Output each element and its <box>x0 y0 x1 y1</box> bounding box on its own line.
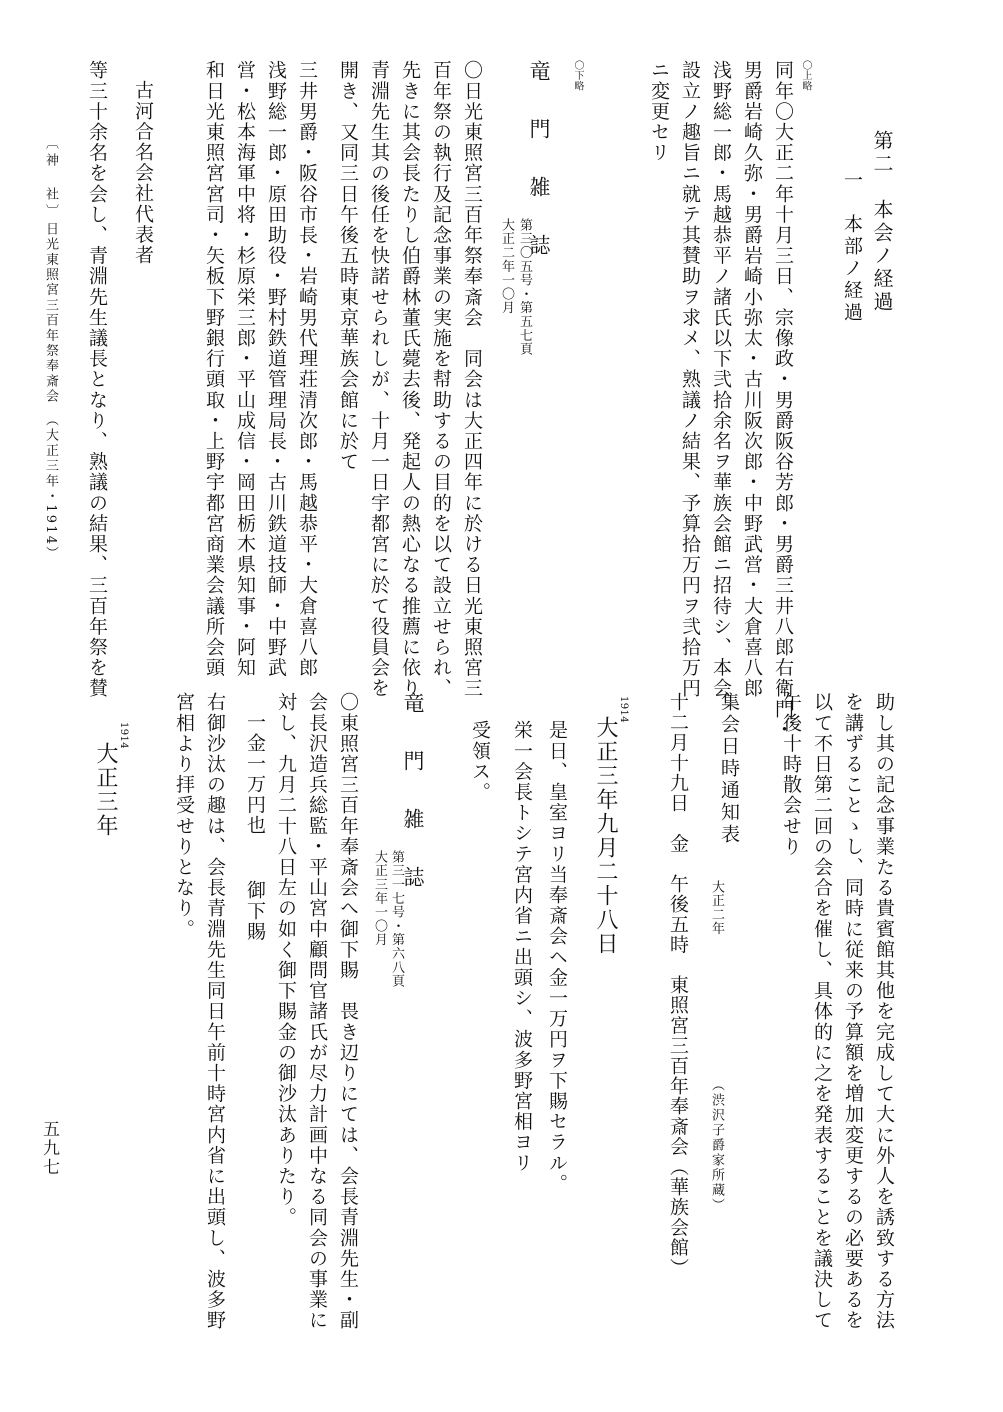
date-heading: 大正三年九月二十八日 <box>593 716 618 956</box>
section-label: 〔神 社〕 <box>43 136 58 221</box>
article-line-6: 等三十余名を会し、青淵先生議長となり、熟議の結果、三百年祭を賛 <box>86 60 108 699</box>
year-number-2: 1914 <box>118 722 129 750</box>
magazine-issue-1: 第三〇五号・第五七頁 <box>517 218 532 356</box>
page-number: 五九七 <box>39 1120 59 1177</box>
article-line-1: 〇日光東照宮三百年祭奉斎会 同会は大正四年に於ける日光東照宮三 <box>461 60 483 699</box>
gift-article-line-5: 宮相より拝受せりとなり。 <box>173 692 195 940</box>
upper-text-line-5: ニ変更セリ <box>648 60 670 163</box>
continued-line-4: 午後十時散会せり <box>780 692 802 857</box>
continued-line-3: 以て不日第二回の会合を催し、具体的に之を発表することを議決して <box>811 692 833 1331</box>
upper-text-line-3: 浅野総一郎・馬越恭平ノ諸氏以下弐拾余名ヲ華族会館ニ招待シ、本会 <box>710 60 732 699</box>
article-line-4: 青淵先生其の後任を快諾せられしが、十月一日宇都宮に於て役員会を <box>368 60 390 699</box>
attendee-line-1: 三井男爵・阪谷市長・岩崎男代理荘清次郎・馬越恭平・大倉喜八郎 <box>296 60 318 678</box>
attendee-line-4: 和日光東照宮宮司・矢板下野銀行頭取・上野宇都宮商業会議所会頭 <box>203 60 225 678</box>
upper-text-line-4: 設立ノ趣旨ニ就テ其賛助ヲ求メ、熟議ノ結果、予算拾万円ヲ弐拾万円 <box>679 60 701 699</box>
gift-article-line-2: 会長沢造兵総監・平山宮中顧問官諸氏が尽力計画中なる同会の事業に <box>306 692 328 1331</box>
magazine-issue-2: 第三一七号・第六八頁 <box>389 850 404 988</box>
article-line-3: 先きに其会長たりし伯爵林董氏薨去後、発起人の熱心なる推薦に依り <box>399 60 421 699</box>
year-heading: 大正三年 <box>93 742 118 838</box>
magazine-title-1: 竜 門 雑 誌 <box>527 60 551 263</box>
magazine-date-2: 大正三年一〇月 <box>372 850 387 947</box>
date-entry-line-2: 栄一会長トシテ宮内省ニ出頭シ、波多野宮相ヨリ <box>511 720 533 1174</box>
continued-line-2: を講ずることゝし、同時に従来の予算額を増加変更するの必要あるを <box>842 692 864 1331</box>
notice-title: 集会日時通知表 <box>718 692 740 846</box>
gift-amount: 一金一万円也 <box>244 712 266 836</box>
gift-article-line-1: 〇東照宮三百年奉斎会へ御下賜 畏き辺りにては、会長青淵先生・副 <box>337 692 359 1331</box>
year-number-1: 1914 <box>618 696 629 724</box>
notice-entry: 十二月十九日 金 午後五時 東照宮三百年奉斎会（華族会館） <box>667 692 689 1278</box>
attendee-line-5: 古河合名会社代表者 <box>132 80 154 266</box>
omission-mark-bottom: 〇下略 <box>572 60 583 92</box>
section-subheading: 一 本部ノ経過 <box>841 170 863 324</box>
magazine-title-2: 竜 門 雑 誌 <box>401 692 425 895</box>
magazine-date-1: 大正二年一〇月 <box>499 218 514 315</box>
omission-mark-top: 〇上略 <box>800 60 811 92</box>
attendee-line-2: 浅野総一郎・原田助役・野村鉄道管理局長・古川鉄道技師・中野武 <box>265 60 287 678</box>
upper-text-line-1: 同年〇大正二年十月三日、宗像政・男爵阪谷芳郎・男爵三井八郎右衛門・ <box>772 60 794 740</box>
date-entry-line-3: 受領ス。 <box>469 720 491 803</box>
attendee-line-3: 営・松本海軍中将・杉原栄三郎・平山成信・岡田栃木県知事・阿知 <box>234 60 256 678</box>
chapter-heading: 第二 本会ノ経過 <box>870 130 894 314</box>
article-line-2: 百年祭の執行及記念事業の実施を幇助するの目的を以て設立せられ、 <box>430 60 452 699</box>
gift-label: 御下賜 <box>244 880 266 942</box>
article-line-5: 開き、又同三日午後五時東京華族会館に於て <box>337 60 359 472</box>
date-entry-line-1: 是日、皇室ヨリ当奉斎会ヘ金一万円ヲ下賜セラル。 <box>546 720 568 1194</box>
upper-text-line-2: 男爵岩崎久弥・男爵岩崎小弥太・古川阪次郎・中野武営・大倉喜八郎 <box>741 60 763 699</box>
notice-source: （渋沢子爵家所蔵） <box>709 1078 724 1213</box>
running-title: 日光東照宮三百年祭奉斎会 （大正三年・1914） <box>43 222 58 562</box>
gift-article-line-4: 右御沙汰の趣は、会長青淵先生同日午前十時宮内省に出頭し、波多野 <box>204 692 226 1331</box>
gift-article-line-3: 対し、九月二十八日左の如く御下賜金の御沙汰ありたり。 <box>275 692 297 1228</box>
continued-line-1: 助し其の記念事業たる貴賓館其他を完成して大に外人を誘致する方法 <box>873 692 895 1331</box>
notice-year: 大正二年 <box>709 880 724 936</box>
